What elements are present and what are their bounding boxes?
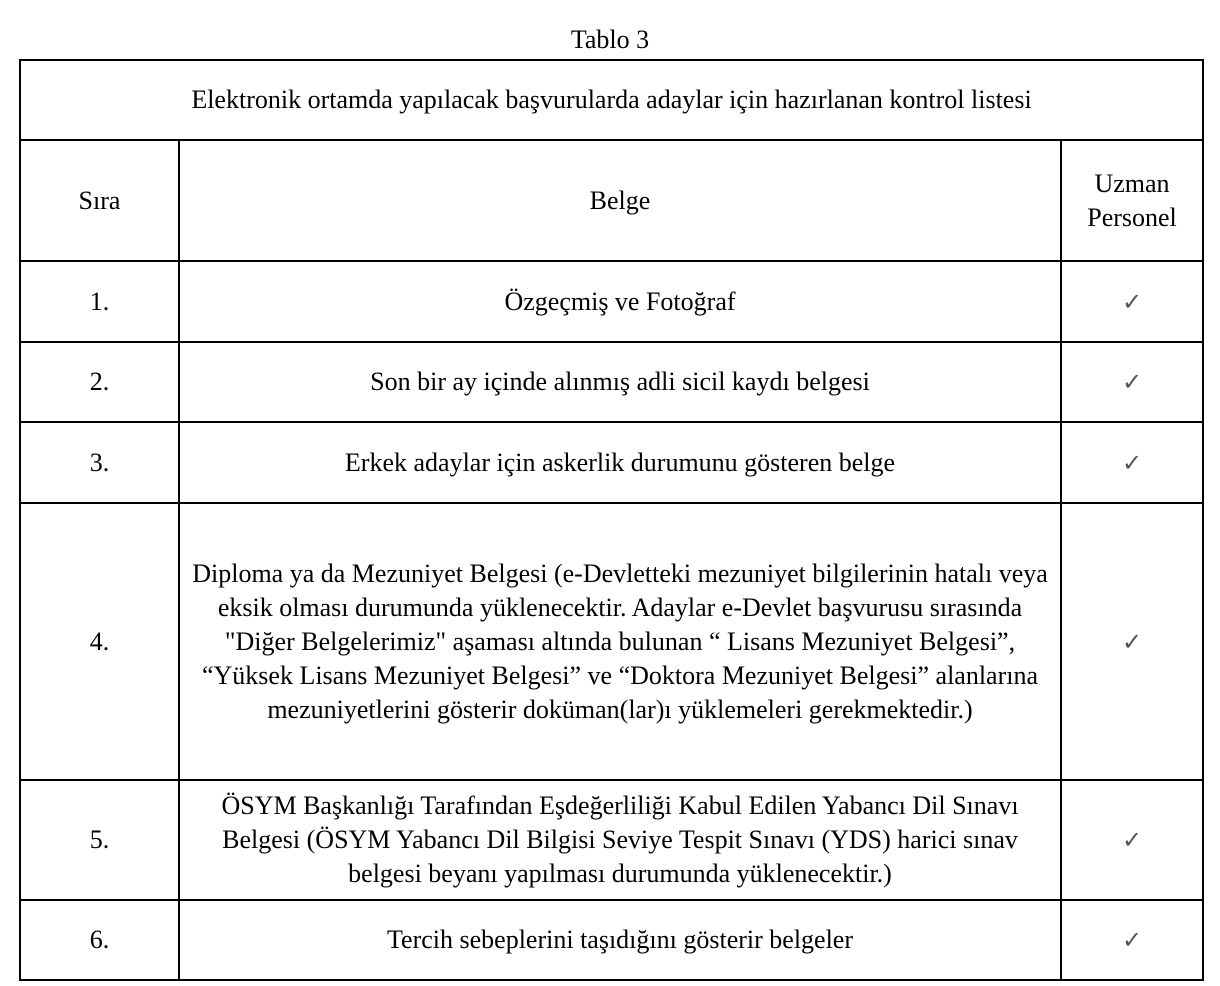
row-document: Özgeçmiş ve Fotoğraf [179,261,1061,342]
check-icon: ✓ [1061,780,1203,900]
row-order: 1. [20,261,179,342]
header-row [20,140,1203,261]
header-document: Belge [179,140,1061,261]
table-title-row [20,60,1203,140]
row-document: Son bir ay içinde alınmış adli sicil kaydı belgesi [179,342,1061,422]
row-order: 4. [20,503,179,780]
header-order: Sıra [20,140,179,261]
check-icon: ✓ [1061,342,1203,422]
table-row [20,503,1203,780]
row-document: Erkek adaylar için askerlik durumunu gösteren belge [179,422,1061,503]
table-row [20,900,1203,980]
row-order: 3. [20,422,179,503]
check-icon: ✓ [1061,261,1203,342]
row-order: 5. [20,780,179,900]
check-icon: ✓ [1061,503,1203,780]
row-order: 2. [20,342,179,422]
table-row [20,261,1203,342]
row-document: Tercih sebeplerini taşıdığını gösterir belgeler [179,900,1061,980]
check-icon: ✓ [1061,900,1203,980]
table-row [20,422,1203,503]
check-icon: ✓ [1061,422,1203,503]
table-title: Elektronik ortamda yapılacak başvurularda adaylar için hazırlanan kontrol listesi [20,60,1203,140]
row-document: ÖSYM Başkanlığı Tarafından Eşdeğerliliği Kabul Edilen Yabancı Dil Sınavı Belgesi (ÖSYM Yabancı Dil Bilgisi Seviye Tespit Sınavı (YDS) harici sınav belgesi beyanı yapılması durumunda yüklenecektir.) [179,780,1061,900]
header-staff-line1: Uzman [1094,168,1170,198]
header-staff [1061,140,1203,261]
row-document: Diploma ya da Mezuniyet Belgesi (e-Devletteki mezuniyet bilgilerinin hatalı veya eksik olması durumunda yüklenecektir. Adaylar e-Devlet başvurusu sırasında "Diğer Belgelerimiz" aşaması altında bulunan “ Lisans Mezuniyet Belgesi”, “Yüksek Lisans Mezuniyet Belgesi” ve “Doktora Mezuniyet Belgesi” alanlarına mezuniyetlerini gösterir doküman(lar)ı yüklemeleri gerekmektedir.) [179,503,1061,780]
row-order: 6. [20,900,179,980]
table-row [20,780,1203,900]
header-staff-line2: Personel [1087,202,1177,232]
table-row [20,342,1203,422]
checklist-table [19,59,1204,981]
table-caption: Tablo 3 [570,25,650,54]
